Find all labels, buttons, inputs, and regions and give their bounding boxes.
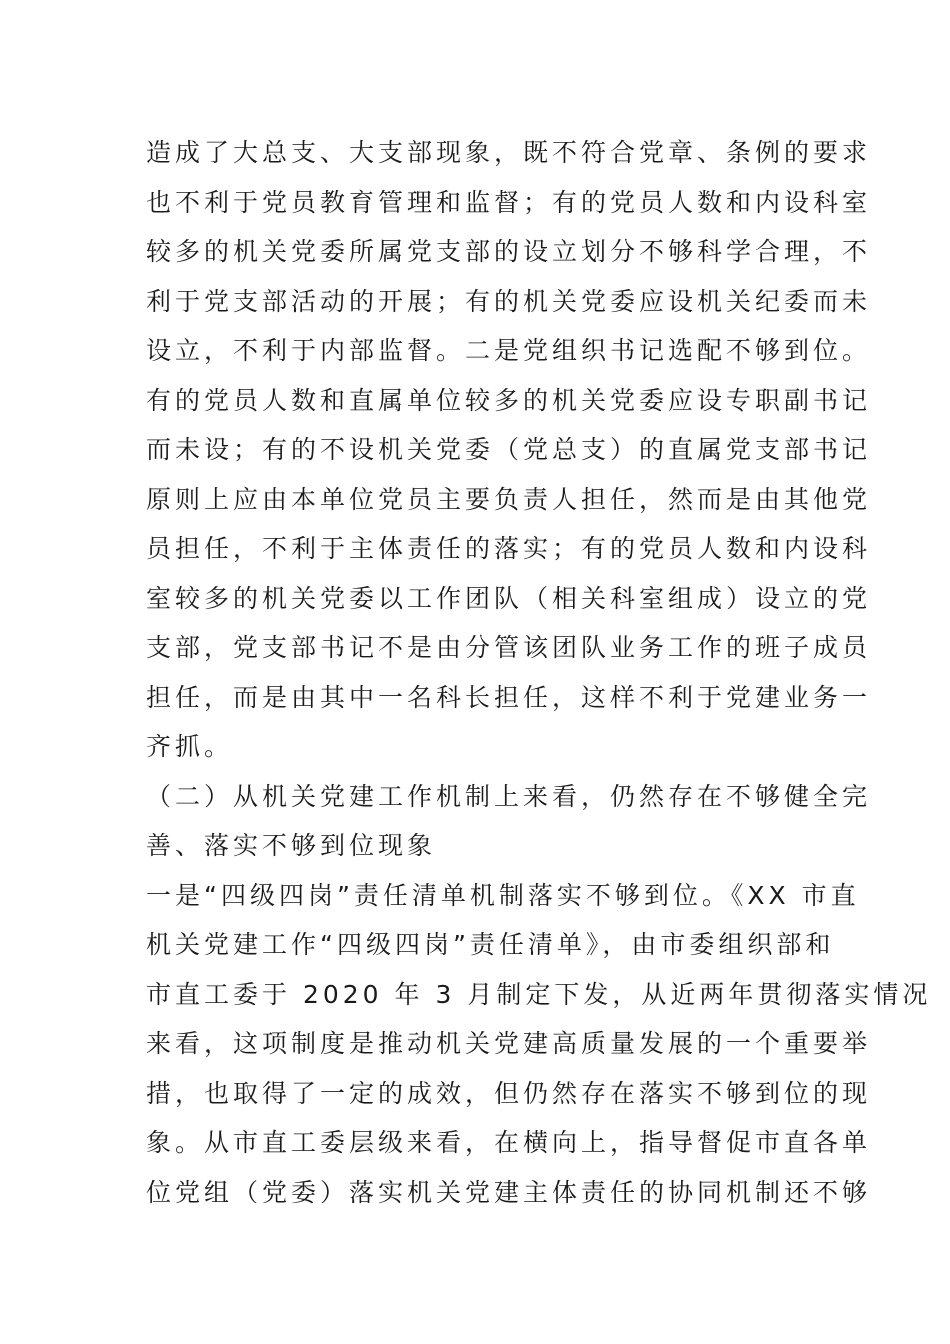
text-line-16: 一是“四级四岗”责任清单机制落实不够到位。《XX 市直 bbox=[146, 880, 860, 910]
text-line-20: 措，也取得了一定的成效，但仍然存在落实不够到位的现 bbox=[146, 1078, 872, 1108]
text-line-6: 有的党员人数和直属单位较多的机关党委应设专职副书记 bbox=[146, 385, 872, 415]
text-line-18: 市直工委于 2020 年 3 月制定下发，从近两年贯彻落实情况 bbox=[146, 979, 932, 1009]
text-line-4: 利于党支部活动的开展；有的机关党委应设机关纪委而未 bbox=[146, 286, 872, 316]
document-body bbox=[146, 128, 932, 1217]
text-line-8: 原则上应由本单位党员主要负责人担任，然而是由其他党 bbox=[146, 484, 872, 514]
text-line-1: 造成了大总支、大支部现象，既不符合党章、条例的要求 bbox=[146, 138, 872, 167]
text-line-9: 员担任，不利于主体责任的落实；有的党员人数和内设科 bbox=[146, 534, 872, 563]
text-line-7: 而未设；有的不设机关党委（党总支）的直属党支部书记 bbox=[146, 435, 872, 464]
text-line-2: 也不利于党员教育管理和监督；有的党员人数和内设科室 bbox=[146, 187, 872, 217]
text-line-3: 较多的机关党委所属党支部的设立划分不够科学合理，不 bbox=[146, 237, 872, 266]
text-line-13: 齐抓。 bbox=[146, 732, 234, 761]
text-line-17: 机关党建工作“四级四岗”责任清单》，由市委组织部和 bbox=[146, 930, 835, 959]
section-heading-line-2: 善、落实不够到位现象 bbox=[146, 831, 437, 860]
text-line-5: 设立，不利于内部监督。二是党组织书记选配不够到位。 bbox=[146, 336, 872, 365]
text-line-22: 位党组（党委）落实机关党建主体责任的协同机制还不够 bbox=[146, 1177, 872, 1207]
section-heading-line-1: （二）从机关党建工作机制上来看，仍然存在不够健全完 bbox=[146, 781, 872, 811]
text-line-12: 担任，而是由其中一名科长担任，这样不利于党建业务一 bbox=[146, 682, 872, 712]
text-line-11: 支部，党支部书记不是由分管该团队业务工作的班子成员 bbox=[146, 633, 872, 662]
text-line-21: 象。从市直工委层级来看，在横向上，指导督促市直各单 bbox=[146, 1128, 872, 1157]
text-line-10: 室较多的机关党委以工作团队（相关科室组成）设立的党 bbox=[146, 583, 872, 613]
text-line-19: 来看，这项制度是推动机关党建高质量发展的一个重要举 bbox=[146, 1029, 872, 1058]
